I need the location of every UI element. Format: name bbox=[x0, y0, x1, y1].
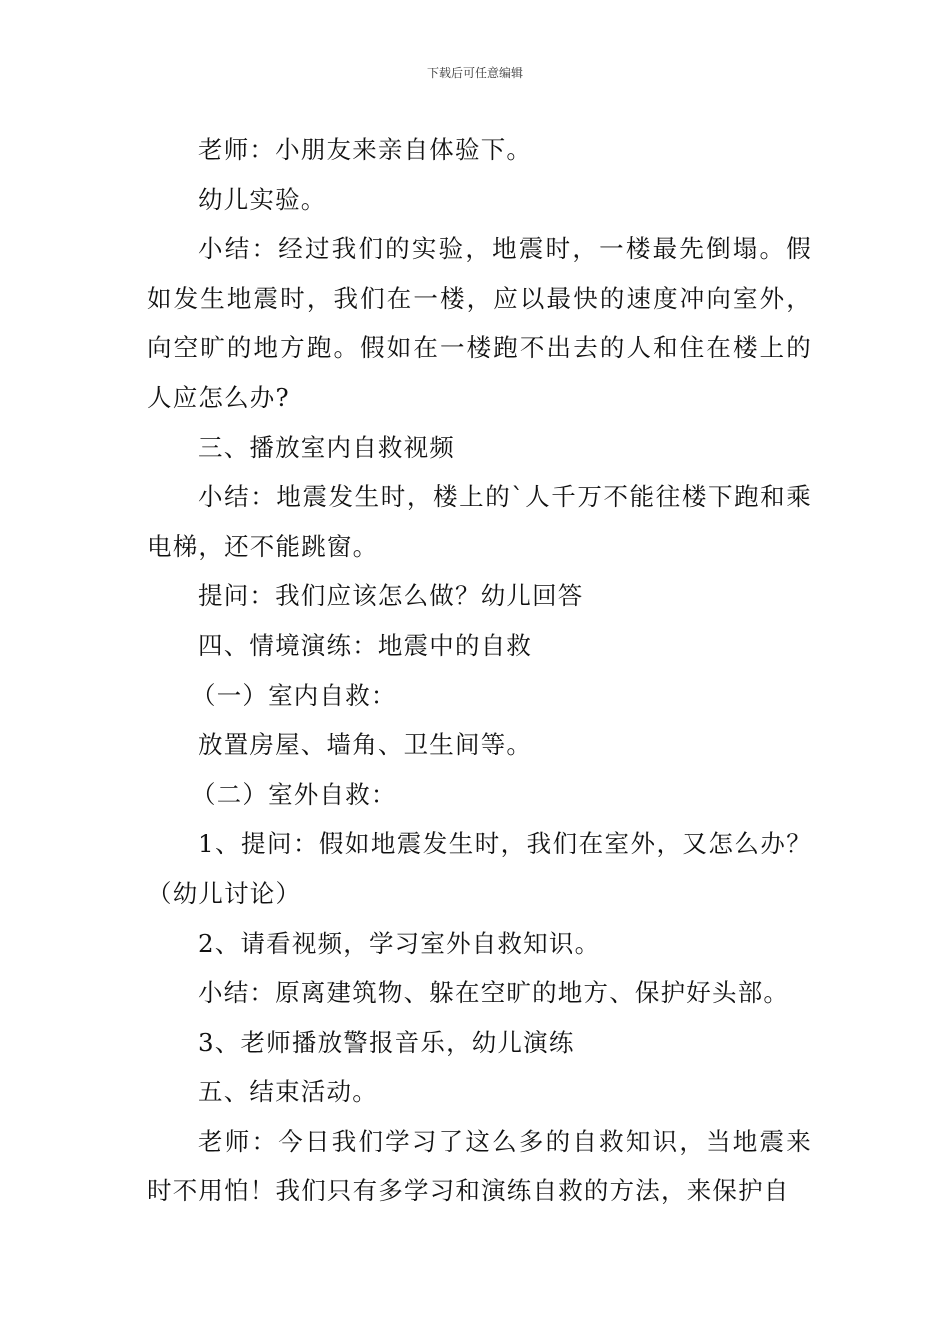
subheading-indoor: （一）室内自救： bbox=[191, 680, 397, 710]
section-heading-four: 四、情境演练：地震中的自救 bbox=[198, 630, 533, 660]
paragraph-alarm-drill: 3、老师播放警报音乐，幼儿演练 bbox=[198, 1027, 575, 1057]
paragraph-watch-video: 2、请看视频，学习室外自救知识。 bbox=[198, 928, 601, 958]
section-heading-three: 三、播放室内自救视频 bbox=[198, 432, 455, 462]
paragraph-outdoor-question: 1、提问：假如地震发生时，我们在室外，又怎么办？（幼儿讨论） bbox=[147, 829, 812, 908]
paragraph-question: 提问：我们应该怎么做？幼儿回答 bbox=[198, 581, 584, 611]
subheading-outdoor: （二）室外自救： bbox=[191, 779, 397, 809]
paragraph-indoor-places: 放置房屋、墙角、卫生间等。 bbox=[198, 730, 533, 760]
document-body bbox=[147, 125, 812, 1216]
section-heading-five: 五、结束活动。 bbox=[198, 1077, 378, 1107]
paragraph-summary-upstairs: 小结：地震发生时，楼上的`人千万不能往楼下跑和乘电梯，还不能跳窗。 bbox=[147, 482, 812, 561]
paragraph-summary-outdoor: 小结：原离建筑物、躲在空旷的地方、保护好头部。 bbox=[198, 978, 790, 1008]
paragraph-teacher-intro: 老师：小朋友来亲自体验下。 bbox=[198, 135, 533, 164]
paragraph-summary-first-floor: 小结：经过我们的实验，地震时，一楼最先倒塌。假如发生地震时，我们在一楼，应以最快的速度冲向室外，向空旷的地方跑。假如在一楼跑不出去的人和住在楼上的人应怎么办? bbox=[147, 234, 812, 412]
paragraph-child-experiment: 幼儿实验。 bbox=[198, 184, 327, 214]
paragraph-teacher-closing: 老师：今日我们学习了这么多的自救知识，当地震来时不用怕！我们只有多学习和演练自救的方法，来保护自 bbox=[147, 1126, 812, 1206]
page-header-note: 下载后可任意编辑 bbox=[426, 66, 523, 80]
